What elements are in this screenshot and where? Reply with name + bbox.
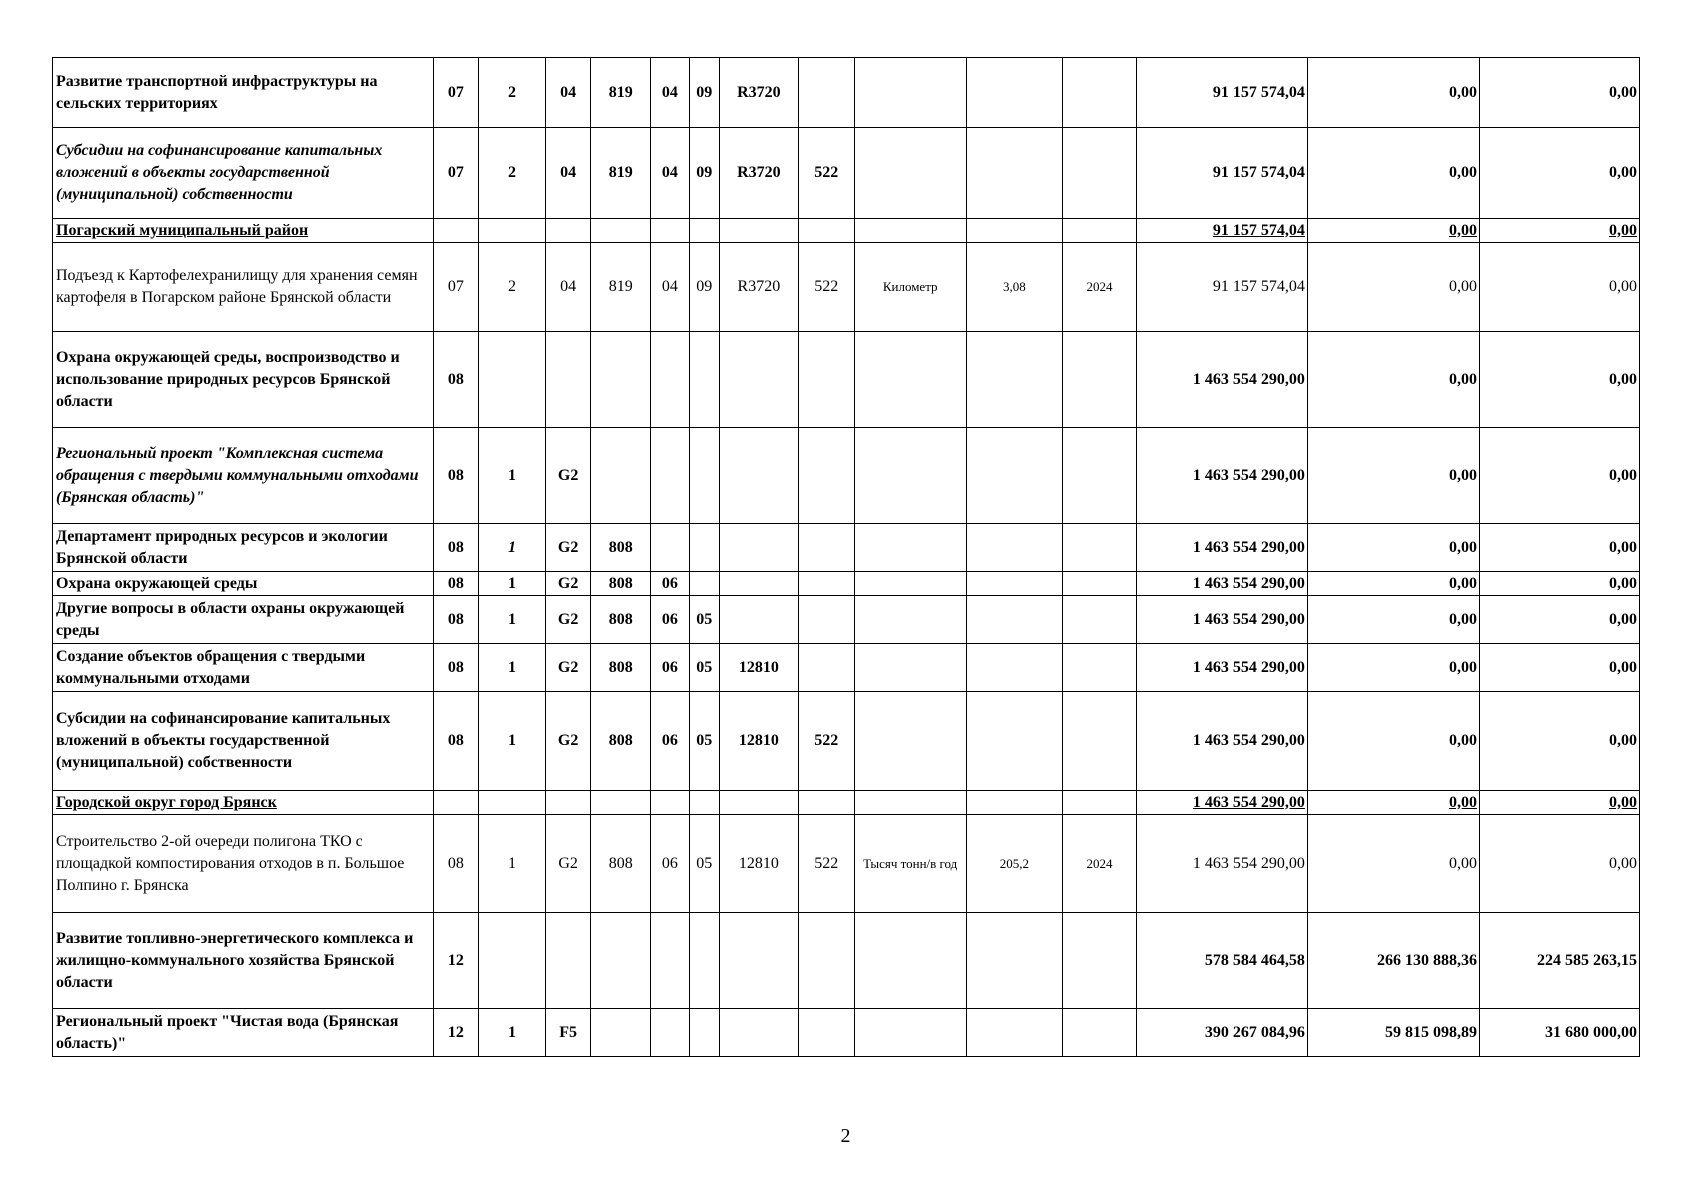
amount-1: 1 463 554 290,00	[1136, 332, 1307, 428]
table-row	[53, 644, 1640, 692]
amount-2: 0,00	[1307, 572, 1479, 596]
year-cell	[1063, 58, 1137, 128]
code-subsection: 05	[689, 692, 719, 791]
row-name: Охрана окружающей среды	[53, 572, 434, 596]
code-event: G2	[545, 815, 591, 913]
unit-cell	[854, 332, 966, 428]
code-subprogram: 1	[479, 644, 546, 692]
amount-1: 1 463 554 290,00	[1136, 428, 1307, 524]
code-subprogram: 1	[479, 428, 546, 524]
capacity-cell	[966, 596, 1062, 644]
amount-2: 0,00	[1307, 243, 1479, 332]
capacity-cell	[966, 1009, 1062, 1057]
code-target	[719, 219, 798, 243]
amount-1: 91 157 574,04	[1136, 58, 1307, 128]
code-expense-type	[798, 332, 854, 428]
unit-cell	[854, 1009, 966, 1057]
code-program	[433, 791, 479, 815]
code-grbs: 808	[591, 815, 651, 913]
row-name: Погарский муниципальный район	[53, 219, 434, 243]
code-event: G2	[545, 596, 591, 644]
code-grbs: 808	[591, 692, 651, 791]
amount-2: 0,00	[1307, 815, 1479, 913]
year-cell	[1063, 596, 1137, 644]
code-grbs: 808	[591, 644, 651, 692]
unit-cell	[854, 219, 966, 243]
amount-2: 0,00	[1307, 128, 1479, 219]
amount-3: 0,00	[1479, 219, 1639, 243]
row-name: Другие вопросы в области охраны окружающей среды	[53, 596, 434, 644]
unit-cell: Километр	[854, 243, 966, 332]
code-expense-type	[798, 791, 854, 815]
amount-3: 0,00	[1479, 596, 1639, 644]
code-event: G2	[545, 644, 591, 692]
code-expense-type	[798, 644, 854, 692]
code-subprogram: 1	[479, 692, 546, 791]
row-name: Городской округ город Брянск	[53, 791, 434, 815]
capacity-cell	[966, 644, 1062, 692]
capacity-cell	[966, 428, 1062, 524]
table-row	[53, 815, 1640, 913]
amount-3: 0,00	[1479, 524, 1639, 572]
code-section	[651, 332, 689, 428]
table-row	[53, 243, 1640, 332]
code-grbs	[591, 1009, 651, 1057]
code-program: 07	[433, 58, 479, 128]
code-subprogram: 1	[479, 815, 546, 913]
row-name: Создание объектов обращения с твердыми коммунальными отходами	[53, 644, 434, 692]
code-section: 06	[651, 692, 689, 791]
row-name: Департамент природных ресурсов и экологии Брянской области	[53, 524, 434, 572]
table-row	[53, 58, 1640, 128]
code-program	[433, 219, 479, 243]
amount-3: 0,00	[1479, 243, 1639, 332]
capacity-cell	[966, 524, 1062, 572]
capacity-cell	[966, 692, 1062, 791]
year-cell: 2024	[1063, 243, 1137, 332]
code-expense-type	[798, 219, 854, 243]
amount-2: 0,00	[1307, 524, 1479, 572]
code-subsection	[689, 524, 719, 572]
code-event: G2	[545, 428, 591, 524]
code-program: 08	[433, 332, 479, 428]
year-cell	[1063, 1009, 1137, 1057]
table-row	[53, 572, 1640, 596]
code-section	[651, 791, 689, 815]
code-expense-type	[798, 913, 854, 1009]
code-program: 08	[433, 524, 479, 572]
code-subprogram: 1	[479, 572, 546, 596]
unit-cell	[854, 692, 966, 791]
code-subsection: 09	[689, 58, 719, 128]
amount-3: 0,00	[1479, 692, 1639, 791]
amount-1: 1 463 554 290,00	[1136, 815, 1307, 913]
year-cell	[1063, 913, 1137, 1009]
year-cell	[1063, 332, 1137, 428]
amount-2: 0,00	[1307, 428, 1479, 524]
code-subprogram	[479, 219, 546, 243]
amount-1: 1 463 554 290,00	[1136, 692, 1307, 791]
code-subsection	[689, 332, 719, 428]
code-grbs: 808	[591, 572, 651, 596]
code-grbs: 819	[591, 243, 651, 332]
code-target	[719, 428, 798, 524]
year-cell	[1063, 791, 1137, 815]
code-grbs	[591, 791, 651, 815]
code-subsection: 09	[689, 128, 719, 219]
code-subprogram	[479, 791, 546, 815]
table-row	[53, 1009, 1640, 1057]
code-target	[719, 596, 798, 644]
amount-3: 0,00	[1479, 332, 1639, 428]
code-target: 12810	[719, 644, 798, 692]
code-section: 04	[651, 58, 689, 128]
code-event	[545, 913, 591, 1009]
capacity-cell	[966, 128, 1062, 219]
amount-3: 0,00	[1479, 128, 1639, 219]
code-program: 07	[433, 128, 479, 219]
code-event: G2	[545, 524, 591, 572]
row-name: Субсидии на софинансирование капитальных вложений в объекты государственной (муниципальной) собственности	[53, 128, 434, 219]
code-subsection: 09	[689, 243, 719, 332]
code-section	[651, 1009, 689, 1057]
amount-1: 578 584 464,58	[1136, 913, 1307, 1009]
amount-1: 91 157 574,04	[1136, 128, 1307, 219]
unit-cell	[854, 128, 966, 219]
amount-3: 0,00	[1479, 572, 1639, 596]
amount-1: 1 463 554 290,00	[1136, 791, 1307, 815]
code-subsection	[689, 1009, 719, 1057]
unit-cell: Тысяч тонн/в год	[854, 815, 966, 913]
code-subprogram: 2	[479, 58, 546, 128]
amount-2: 0,00	[1307, 644, 1479, 692]
code-section: 06	[651, 815, 689, 913]
amount-2: 0,00	[1307, 332, 1479, 428]
page-number: 2	[840, 1125, 851, 1147]
code-expense-type	[798, 524, 854, 572]
unit-cell	[854, 572, 966, 596]
row-name: Охрана окружающей среды, воспроизводство и использование природных ресурсов Брянской области	[53, 332, 434, 428]
amount-3: 0,00	[1479, 58, 1639, 128]
amount-1: 91 157 574,04	[1136, 243, 1307, 332]
amount-1: 1 463 554 290,00	[1136, 572, 1307, 596]
code-section	[651, 219, 689, 243]
amount-3: 0,00	[1479, 815, 1639, 913]
code-subprogram	[479, 332, 546, 428]
capacity-cell	[966, 913, 1062, 1009]
code-subsection	[689, 913, 719, 1009]
row-name: Развитие транспортной инфраструктуры на сельских территориях	[53, 58, 434, 128]
code-target: R3720	[719, 58, 798, 128]
capacity-cell: 205,2	[966, 815, 1062, 913]
table-row	[53, 524, 1640, 572]
amount-1: 390 267 084,96	[1136, 1009, 1307, 1057]
amount-1: 91 157 574,04	[1136, 219, 1307, 243]
code-program: 08	[433, 644, 479, 692]
code-section	[651, 428, 689, 524]
code-grbs: 808	[591, 596, 651, 644]
unit-cell	[854, 791, 966, 815]
code-expense-type: 522	[798, 692, 854, 791]
year-cell	[1063, 524, 1137, 572]
amount-3: 0,00	[1479, 644, 1639, 692]
code-target	[719, 791, 798, 815]
amount-2: 0,00	[1307, 791, 1479, 815]
code-program: 12	[433, 913, 479, 1009]
code-subsection: 05	[689, 596, 719, 644]
code-program: 08	[433, 596, 479, 644]
unit-cell	[854, 644, 966, 692]
unit-cell	[854, 58, 966, 128]
code-section: 04	[651, 243, 689, 332]
code-grbs	[591, 332, 651, 428]
amount-2: 59 815 098,89	[1307, 1009, 1479, 1057]
code-expense-type	[798, 596, 854, 644]
code-subsection: 05	[689, 644, 719, 692]
code-target: 12810	[719, 815, 798, 913]
table-row	[53, 913, 1640, 1009]
code-expense-type: 522	[798, 243, 854, 332]
year-cell: 2024	[1063, 815, 1137, 913]
amount-1: 1 463 554 290,00	[1136, 524, 1307, 572]
year-cell	[1063, 572, 1137, 596]
table-row	[53, 596, 1640, 644]
code-subprogram: 1	[479, 1009, 546, 1057]
code-event: 04	[545, 58, 591, 128]
amount-3: 31 680 000,00	[1479, 1009, 1639, 1057]
capacity-cell	[966, 791, 1062, 815]
code-expense-type	[798, 58, 854, 128]
code-target	[719, 1009, 798, 1057]
row-name: Региональный проект "Чистая вода (Брянская область)"	[53, 1009, 434, 1057]
amount-1: 1 463 554 290,00	[1136, 596, 1307, 644]
capacity-cell: 3,08	[966, 243, 1062, 332]
code-subsection	[689, 428, 719, 524]
code-program: 07	[433, 243, 479, 332]
code-event: F5	[545, 1009, 591, 1057]
year-cell	[1063, 692, 1137, 791]
code-section	[651, 913, 689, 1009]
capacity-cell	[966, 572, 1062, 596]
budget-table	[52, 57, 1640, 1057]
code-subsection: 05	[689, 815, 719, 913]
code-target: R3720	[719, 128, 798, 219]
amount-2: 0,00	[1307, 219, 1479, 243]
table-row	[53, 791, 1640, 815]
code-target: R3720	[719, 243, 798, 332]
table-row	[53, 332, 1640, 428]
code-subsection	[689, 572, 719, 596]
code-program: 12	[433, 1009, 479, 1057]
code-section: 06	[651, 596, 689, 644]
code-event: 04	[545, 128, 591, 219]
amount-3: 0,00	[1479, 791, 1639, 815]
amount-2: 0,00	[1307, 692, 1479, 791]
code-expense-type	[798, 572, 854, 596]
year-cell	[1063, 428, 1137, 524]
row-name: Развитие топливно-энергетического комплекса и жилищно-коммунального хозяйства Брянской области	[53, 913, 434, 1009]
code-grbs	[591, 219, 651, 243]
code-target	[719, 524, 798, 572]
code-subsection	[689, 219, 719, 243]
code-target	[719, 572, 798, 596]
code-event	[545, 332, 591, 428]
code-grbs: 819	[591, 128, 651, 219]
unit-cell	[854, 428, 966, 524]
amount-2: 266 130 888,36	[1307, 913, 1479, 1009]
code-subsection	[689, 791, 719, 815]
amount-2: 0,00	[1307, 596, 1479, 644]
code-grbs	[591, 913, 651, 1009]
code-expense-type: 522	[798, 128, 854, 219]
row-name: Строительство 2-ой очереди полигона ТКО с площадкой компостирования отходов в п. Большое Полпино г. Брянска	[53, 815, 434, 913]
code-target	[719, 332, 798, 428]
code-event	[545, 791, 591, 815]
code-event	[545, 219, 591, 243]
code-section: 06	[651, 644, 689, 692]
table-row	[53, 219, 1640, 243]
code-subprogram	[479, 913, 546, 1009]
code-program: 08	[433, 815, 479, 913]
code-grbs	[591, 428, 651, 524]
year-cell	[1063, 128, 1137, 219]
code-subprogram: 2	[479, 243, 546, 332]
code-event: G2	[545, 692, 591, 791]
capacity-cell	[966, 58, 1062, 128]
code-subprogram: 1	[479, 596, 546, 644]
year-cell	[1063, 219, 1137, 243]
code-subprogram: 2	[479, 128, 546, 219]
code-section: 06	[651, 572, 689, 596]
code-expense-type	[798, 428, 854, 524]
amount-1: 1 463 554 290,00	[1136, 644, 1307, 692]
code-subprogram: 1	[479, 524, 546, 572]
amount-3: 224 585 263,15	[1479, 913, 1639, 1009]
unit-cell	[854, 524, 966, 572]
code-target	[719, 913, 798, 1009]
code-event: G2	[545, 572, 591, 596]
table-row	[53, 428, 1640, 524]
table-row	[53, 128, 1640, 219]
code-program: 08	[433, 572, 479, 596]
code-target: 12810	[719, 692, 798, 791]
amount-3: 0,00	[1479, 428, 1639, 524]
amount-2: 0,00	[1307, 58, 1479, 128]
unit-cell	[854, 913, 966, 1009]
unit-cell	[854, 596, 966, 644]
code-event: 04	[545, 243, 591, 332]
code-expense-type: 522	[798, 815, 854, 913]
code-program: 08	[433, 692, 479, 791]
capacity-cell	[966, 332, 1062, 428]
row-name: Подъезд к Картофелехранилищу для хранения семян картофеля в Погарском районе Брянской области	[53, 243, 434, 332]
code-grbs: 819	[591, 58, 651, 128]
row-name: Субсидии на софинансирование капитальных вложений в объекты государственной (муниципальной) собственности	[53, 692, 434, 791]
row-name: Региональный проект "Комплексная система обращения с твердыми коммунальными отходами (Брянская область)"	[53, 428, 434, 524]
code-section	[651, 524, 689, 572]
code-expense-type	[798, 1009, 854, 1057]
year-cell	[1063, 644, 1137, 692]
table-row	[53, 692, 1640, 791]
code-section: 04	[651, 128, 689, 219]
capacity-cell	[966, 219, 1062, 243]
code-program: 08	[433, 428, 479, 524]
code-grbs: 808	[591, 524, 651, 572]
